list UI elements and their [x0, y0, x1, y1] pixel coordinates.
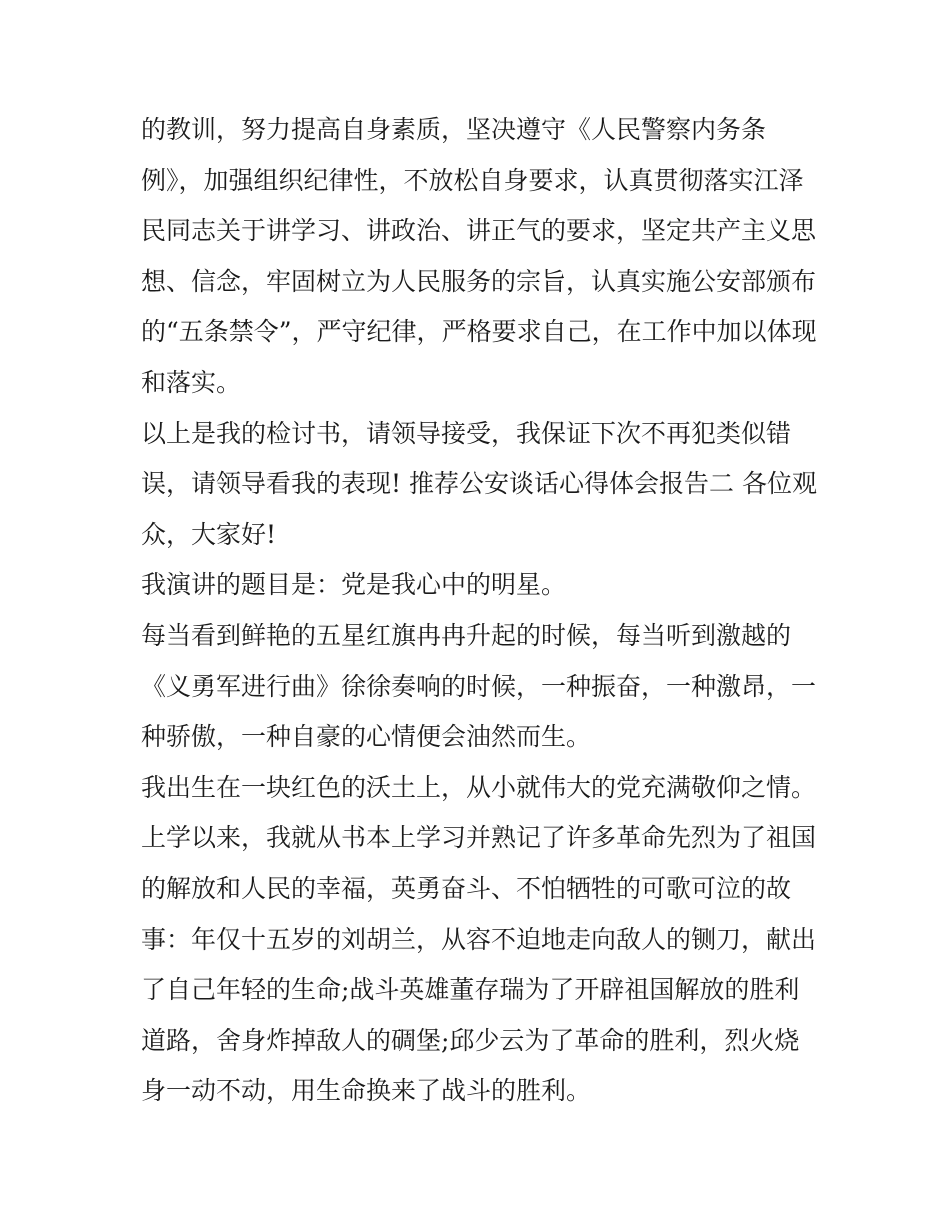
text-line: 众，大家好!: [141, 519, 277, 549]
text-line: 民同志关于讲学习、讲政治、讲正气的要求，坚定共产主义思: [141, 216, 817, 246]
text-line: 了自己年轻的生命;战斗英雄董存瑞为了开辟祖国解放的胜利: [141, 975, 800, 1005]
text-line: 和落实。: [141, 367, 242, 397]
text-line: 种骄傲，一种自豪的心情便会油然而生。: [141, 722, 592, 752]
text-line: 想、信念，牢固树立为人民服务的宗旨，认真实施公安部颁布: [141, 266, 817, 296]
text-line: 道路，舍身炸掉敌人的碉堡;邱少云为了革命的胜利，烈火烧: [141, 1025, 800, 1055]
text-line: 误，请领导看我的表现! 推荐公安谈话心得体会报告二 各位观: [141, 469, 817, 499]
text-line: 我出生在一块红色的沃土上，从小就伟大的党充满敬仰之情。: [141, 772, 817, 802]
text-line: 我演讲的题目是：党是我心中的明星。: [141, 570, 567, 600]
text-line: 《义勇军进行曲》徐徐奏响的时候，一种振奋，一种激昂，一: [141, 671, 817, 701]
document-body: [141, 105, 821, 1117]
text-line: 身一动不动，用生命换来了战斗的胜利。: [141, 1076, 592, 1106]
text-line: 的教训，努力提高自身素质，坚决遵守《人民警察内务条: [141, 115, 767, 144]
text-line: 例》，加强组织纪律性，不放松自身要求，认真贯彻落实江泽: [141, 165, 804, 195]
text-line: 事：年仅十五岁的刘胡兰，从容不迫地走向敌人的铡刀，献出: [141, 924, 817, 954]
text-line: 每当看到鲜艳的五星红旗冉冉升起的时候，每当听到激越的: [141, 620, 792, 650]
text-line: 的“五条禁令”，严守纪律，严格要求自己，在工作中加以体现: [141, 317, 817, 347]
text-line: 的解放和人民的幸福，英勇奋斗、不怕牺牲的可歌可泣的故: [141, 873, 792, 903]
text-line: 以上是我的检讨书，请领导接受，我保证下次不再犯类似错: [141, 418, 792, 448]
text-line: 上学以来，我就从书本上学习并熟记了许多革命先烈为了祖国: [141, 823, 817, 853]
